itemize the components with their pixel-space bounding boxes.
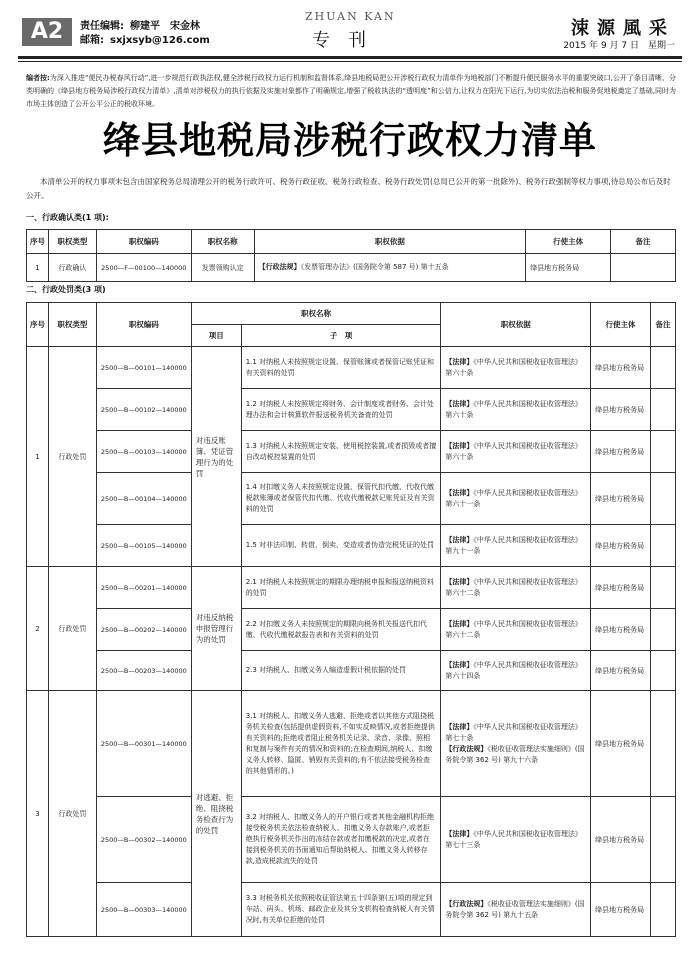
intro-paragraph: 本清单公开的权力事项未包含由国家税务总局清理公开的税务行政许可、税务行政征收、税务行政检查、税务行政处罚(总局已公开的第一批除外)、税务行政强制等权力事项,待总局公布后及时公开。 <box>26 177 671 200</box>
row-remark <box>650 431 675 473</box>
header-remark: 备注 <box>650 303 675 347</box>
header-no: 序号 <box>27 230 49 254</box>
row-subitem: 1.1 对纳税人未按照规定设置、保管账簿或者保管记账凭证和有关资料的处罚 <box>241 347 441 389</box>
table-row <box>27 254 676 282</box>
basis-tag: 【法律】 <box>445 357 474 366</box>
row-code: 2500—B—00101—140000 <box>96 347 191 389</box>
editor-note-label: 编者按: <box>26 74 50 82</box>
row-remark <box>650 797 675 883</box>
row-no: 1 <box>27 254 49 282</box>
table-row <box>27 473 676 525</box>
table-header-row <box>27 303 676 325</box>
row-code: 2500—B—00105—140000 <box>96 525 191 567</box>
table-row <box>27 389 676 431</box>
row-org: 绛县地方税务局 <box>526 254 611 282</box>
table-header-row <box>27 230 676 254</box>
basis-tag: 【法律】 <box>445 619 474 628</box>
header-org: 行使主体 <box>526 230 611 254</box>
header-type: 职权类型 <box>48 230 96 254</box>
row-basis <box>441 691 591 797</box>
basis-tag: 【法律】 <box>445 577 474 586</box>
penalty-table <box>26 302 676 937</box>
row-basis <box>441 473 591 525</box>
row-code: 2500—B—00104—140000 <box>96 473 191 525</box>
basis-text: 《中华人民共和国税收征收管理法》第六十一条 <box>445 488 582 508</box>
issue-date: 2015 年 9 月 7 日 星期一 <box>563 41 675 51</box>
group-no: 1 <box>27 347 49 567</box>
group-no: 3 <box>27 691 49 937</box>
table-row <box>27 525 676 567</box>
page-number-badge: A2 <box>22 18 72 46</box>
table-row <box>27 651 676 691</box>
table-row <box>27 609 676 651</box>
row-remark <box>650 347 675 389</box>
row-subitem: 1.2 对纳税人未按照规定将财务、会计制度或者财务、会计处理办法和会计核算软件报送税务机关备查的处罚 <box>241 389 441 431</box>
row-remark <box>650 883 675 937</box>
section-name-latin: ZHUAN KAN <box>305 10 396 23</box>
masthead-rule-thin <box>18 61 682 62</box>
row-basis <box>441 797 591 883</box>
row-subitem: 1.4 对扣缴义务人未按照规定设置、保管代扣代缴、代收代缴税款账簿或者保管代扣代缴、代收代缴税款记账凭证及有关资料的处罚 <box>241 473 441 525</box>
row-code: 2500—B—00302—140000 <box>96 797 191 883</box>
row-basis <box>441 651 591 691</box>
row-subitem: 2.3 对纳税人、扣缴义务人编造虚假计税依据的处罚 <box>241 651 441 691</box>
table-row <box>27 883 676 937</box>
row-subitem: 2.2 对扣缴义务人未按照规定的期限向税务机关报送代扣代缴、代收代缴税款报告表和有关资料的处罚 <box>241 609 441 651</box>
row-org: 绛县地方税务局 <box>591 347 651 389</box>
row-type: 行政确认 <box>48 254 96 282</box>
basis-tag: 【法律】 <box>445 441 474 450</box>
table-row <box>27 347 676 389</box>
basis-text: 《中华人民共和国税收征收管理法》第六十条 <box>445 357 582 377</box>
editor-email: sxjxsyb@126.com <box>110 35 210 46</box>
row-code: 2500—B—00303—140000 <box>96 883 191 937</box>
row-basis <box>441 525 591 567</box>
row-code: 2500—B—00201—140000 <box>96 567 191 609</box>
row-org: 绛县地方税务局 <box>591 797 651 883</box>
basis-text: 《中华人民共和国税收征收管理法》第六十条 <box>445 399 582 419</box>
row-org: 绛县地方税务局 <box>591 651 651 691</box>
row-org: 绛县地方税务局 <box>591 525 651 567</box>
basis-text: 《中华人民共和国税收征收管理法》第六十二条 <box>445 619 582 639</box>
masthead <box>0 0 700 60</box>
group-category: 对逃避、拒绝、阻挠税务检查行为的处罚 <box>191 691 241 937</box>
header-name: 职权名称 <box>191 303 441 325</box>
table-row <box>27 691 676 797</box>
editor-names: 柳建平 宋金林 <box>130 21 200 32</box>
row-org: 绛县地方税务局 <box>591 389 651 431</box>
row-subitem: 3.3 对税务机关依照税收征管法第五十四条第(五)项的规定到车站、码头、机场、邮政企业及其分支机构检查纳税人有关情况时,有关单位拒绝的处罚 <box>241 883 441 937</box>
row-remark <box>650 609 675 651</box>
masthead-rule <box>18 56 682 59</box>
row-org: 绛县地方税务局 <box>591 691 651 797</box>
email-label: 邮箱: <box>80 35 104 46</box>
group-category: 对违反纳税申报管理行为的处罚 <box>191 567 241 691</box>
basis-text: 《中华人民共和国税收征收管理法》第六十四条 <box>445 660 582 680</box>
row-org: 绛县地方税务局 <box>591 473 651 525</box>
basis-tag: 【法律】 <box>445 535 474 544</box>
table-row <box>27 567 676 609</box>
row-code: 2500—F—00100—140000 <box>96 254 191 282</box>
basis-text: 《发票管理办法》(国务院令第 587 号) 第十五条 <box>300 263 449 271</box>
group-type: 行政处罚 <box>48 347 96 567</box>
header-basis: 职权依据 <box>254 230 526 254</box>
header-code: 职权编码 <box>96 230 191 254</box>
editor-note-text: 为深入推进“便民办税春风行动”,进一步规范行政执法权,健全涉税行政权力运行机制和监督体系,绛县地税局把公开涉税行政权力清单作为地税部门不断提升便民服务水平的重要突破口,公开了条目清晰、分类明确的《绛县地方税务局涉税行政权力清单》,清单对涉税权力的执行依据及实施对象都作了明确规定,增强了税收执法的“透明度”和公信力,让权力在阳光下运行,为切实依法治税和服务促地税奠定了基础,同时为市场主体创造了公开公平公正的税收环境。 <box>26 74 676 108</box>
row-code: 2500—B—00102—140000 <box>96 389 191 431</box>
row-subitem: 3.2 对纳税人、扣缴义务人的开户银行或者其他金融机构拒绝接受税务机关依法检查纳税人、扣缴义务人存款账户,或者拒绝执行税务机关作出的冻结存款或者扣缴税款的决定,或者在接到税务机关的书面通知后帮助纳税人、扣缴义务人转移存款,造成税款流失的处罚 <box>241 797 441 883</box>
row-org: 绛县地方税务局 <box>591 883 651 937</box>
basis-text: 《中华人民共和国税收征收管理法》第六十条 <box>445 441 582 461</box>
basis-tag: 【行政法规】 <box>445 899 488 908</box>
basis-tag: 【行政法规】 <box>258 263 301 271</box>
section-2-title: 二、行政处罚类(3 项) <box>26 285 106 294</box>
header-org: 行使主体 <box>591 303 651 347</box>
row-remark <box>611 254 676 282</box>
section-name: 专刊 <box>312 30 384 51</box>
row-remark <box>650 473 675 525</box>
header-remark: 备注 <box>611 230 676 254</box>
row-name: 发票领购认定 <box>191 254 254 282</box>
column-name: 涑源風采 <box>571 18 675 39</box>
editor-info <box>80 20 216 48</box>
row-code: 2500—B—00301—140000 <box>96 691 191 797</box>
editor-label: 责任编辑: <box>80 21 124 32</box>
basis-text: 《中华人民共和国税收征收管理法》第七十条 <box>445 722 582 742</box>
header-basis: 职权依据 <box>441 303 591 347</box>
row-remark <box>650 691 675 797</box>
row-subitem: 3.1 对纳税人、扣缴义务人逃避、拒绝或者以其他方式阻挠税务机关检查(包括提供虚假资料,不如实反映情况,或者拒绝提供有关资料的;拒绝或者阻止税务机关记录、录音、录像、照相和复制与案件有关的情况和资料的;在检查期间,纳税人、扣缴义务人转移、隐匿、销毁有关资料的;有不依法接受税务检查的其他情形的。) <box>241 691 441 797</box>
basis-tag: 【法律】 <box>445 660 474 669</box>
basis-tag: 【法律】 <box>445 399 474 408</box>
basis-tag: 【法律】 <box>445 722 474 731</box>
headline: 绛县地税局涉税行政权力清单 <box>103 119 597 162</box>
confirmation-table <box>26 229 676 282</box>
header-no: 序号 <box>27 303 49 347</box>
group-no: 2 <box>27 567 49 691</box>
group-type: 行政处罚 <box>48 567 96 691</box>
row-remark <box>650 525 675 567</box>
row-org: 绛县地方税务局 <box>591 431 651 473</box>
row-subitem: 1.5 对非法印制、转借、倒卖、变造或者伪造完税凭证的处罚 <box>241 525 441 567</box>
row-subitem: 2.1 对纳税人未按照规定的期限办理纳税申报和报送纳税资料的处罚 <box>241 567 441 609</box>
row-code: 2500—B—00202—140000 <box>96 609 191 651</box>
row-basis <box>441 431 591 473</box>
basis-tag: 【法律】 <box>445 488 474 497</box>
table-row <box>27 797 676 883</box>
basis-text: 《税收征收管理法实施细则》(国务院令第 362 号) 第九十五条 <box>445 899 585 919</box>
group-type: 行政处罚 <box>48 691 96 937</box>
basis-text: 《税收征收管理法实施细则》(国务院令第 362 号) 第九十六条 <box>445 744 585 764</box>
basis-tag: 【法律】 <box>445 829 474 838</box>
header-name: 职权名称 <box>191 230 254 254</box>
row-remark <box>650 567 675 609</box>
header-code: 职权编码 <box>96 303 191 347</box>
basis-text: 《中华人民共和国税收征收管理法》第九十一条 <box>445 535 582 555</box>
group-category: 对违反账簿、凭证管理行为的处罚 <box>191 347 241 567</box>
basis-text: 《中华人民共和国税收征收管理法》第六十二条 <box>445 577 582 597</box>
header-type: 职权类型 <box>48 303 96 347</box>
section-1-title: 一、行政确认类(1 项): <box>26 213 109 222</box>
row-remark <box>650 651 675 691</box>
header-item: 项目 <box>191 325 241 347</box>
row-org: 绛县地方税务局 <box>591 609 651 651</box>
row-basis <box>441 567 591 609</box>
row-remark <box>650 389 675 431</box>
row-basis <box>441 389 591 431</box>
row-code: 2500—B—00203—140000 <box>96 651 191 691</box>
row-basis <box>441 347 591 389</box>
row-basis <box>441 609 591 651</box>
row-code: 2500—B—00103—140000 <box>96 431 191 473</box>
basis-tag: 【行政法规】 <box>445 744 488 753</box>
header-subitem: 子 项 <box>241 325 441 347</box>
row-basis <box>441 883 591 937</box>
basis-text: 《中华人民共和国税收征收管理法》第七十三条 <box>445 829 582 849</box>
table-row <box>27 431 676 473</box>
row-basis <box>254 254 526 282</box>
row-org: 绛县地方税务局 <box>591 567 651 609</box>
editor-note <box>26 72 676 111</box>
row-subitem: 1.3 对纳税人未按照规定安装、使用税控装置,或者损毁或者擅自改动税控装置的处罚 <box>241 431 441 473</box>
